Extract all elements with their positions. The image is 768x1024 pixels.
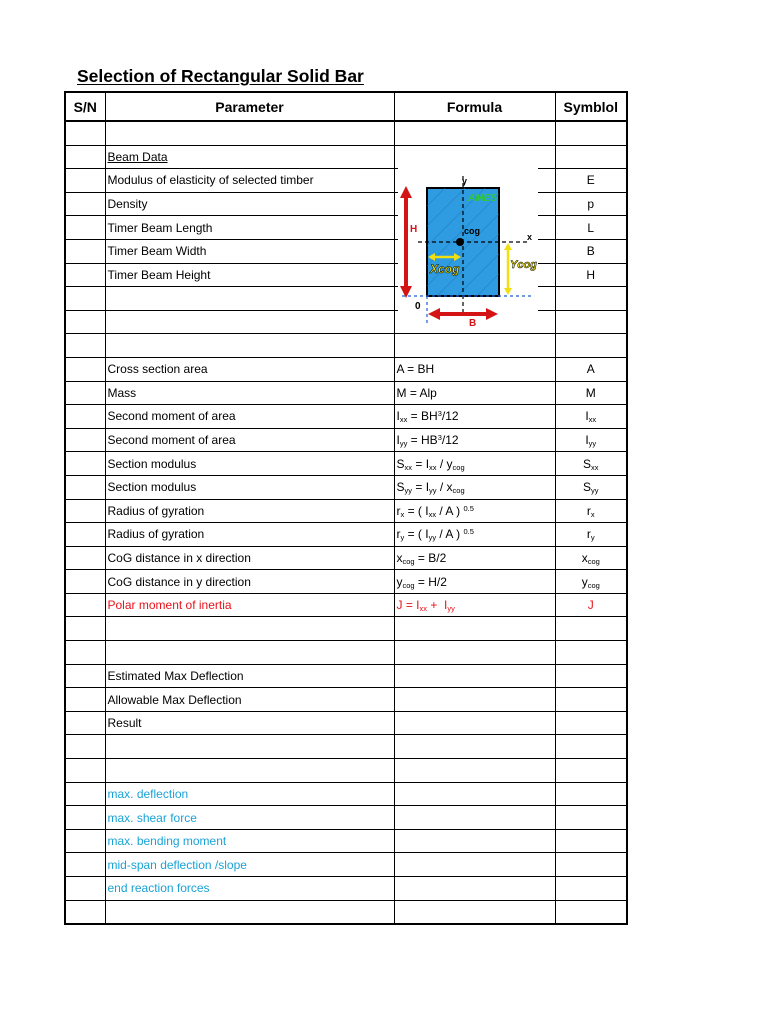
label-origin: 0 — [415, 301, 421, 312]
table-row — [65, 877, 627, 901]
page-title: Selection of Rectangular Solid Bar — [77, 66, 364, 86]
cell-sn — [65, 546, 105, 570]
cell-formula: $J = I_{xx} + I_{yy}$ — [394, 593, 555, 617]
table-row — [65, 782, 627, 806]
cell-formula — [394, 735, 555, 759]
cell-parameter: max. shear force — [105, 806, 394, 830]
table-row — [65, 853, 627, 877]
cell-symbol: $x_{cog}$ — [555, 546, 627, 570]
table-row — [65, 192, 627, 216]
header-formula: Formula — [394, 92, 555, 121]
cell-sn — [65, 759, 105, 783]
label-b: B — [469, 318, 477, 329]
table-row — [65, 357, 627, 381]
cell-sn — [65, 310, 105, 334]
table-row — [65, 641, 627, 665]
table-row — [65, 405, 627, 429]
cell-sn — [65, 145, 105, 169]
cell-symbol — [555, 782, 627, 806]
table-row — [65, 735, 627, 759]
cell-sn — [65, 121, 105, 145]
cell-formula — [394, 877, 555, 901]
cell-sn — [65, 664, 105, 688]
cell-sn — [65, 499, 105, 523]
cell-sn — [65, 877, 105, 901]
cell-parameter: CoG distance in x direction — [105, 546, 394, 570]
cell-sn — [65, 853, 105, 877]
cell-symbol — [555, 664, 627, 688]
cell-formula — [394, 782, 555, 806]
cell-parameter: Cross section area — [105, 357, 394, 381]
cell-formula: $r_x$ = ( $I_{xx}$ / A ) $^{0.5}$ — [394, 499, 555, 523]
table-row — [65, 263, 627, 287]
cell-sn — [65, 357, 105, 381]
cell-parameter: Timer Beam Length — [105, 216, 394, 240]
cell-sn — [65, 263, 105, 287]
cell-formula — [394, 759, 555, 783]
cell-formula — [394, 900, 555, 924]
cell-parameter: Mass — [105, 381, 394, 405]
cell-symbol — [555, 853, 627, 877]
cell-formula — [394, 334, 555, 358]
cell-parameter: Section modulus — [105, 475, 394, 499]
cell-symbol — [555, 310, 627, 334]
cell-symbol: p — [555, 192, 627, 216]
cell-sn — [65, 711, 105, 735]
cell-parameter: Second moment of area — [105, 405, 394, 429]
cell-formula: $I_{yy} = HB^3/12$ — [394, 428, 555, 452]
table-row — [65, 169, 627, 193]
cell-parameter: Allowable Max Deflection — [105, 688, 394, 712]
table-row — [65, 570, 627, 594]
cell-formula — [394, 806, 555, 830]
cell-symbol: H — [555, 263, 627, 287]
table-row — [65, 664, 627, 688]
cell-formula — [394, 688, 555, 712]
table-row — [65, 759, 627, 783]
table-row — [65, 900, 627, 924]
cell-parameter: Second moment of area — [105, 428, 394, 452]
cell-symbol: $r_x$ — [555, 499, 627, 523]
cell-sn — [65, 593, 105, 617]
cell-symbol: E — [555, 169, 627, 193]
cross-section-diagram — [398, 166, 538, 330]
cell-parameter: mid-span deflection /slope — [105, 853, 394, 877]
cell-symbol: M — [555, 381, 627, 405]
label-x: x — [527, 232, 533, 242]
cell-symbol: $y_{cog}$ — [555, 570, 627, 594]
cell-formula — [394, 664, 555, 688]
cell-symbol: L — [555, 216, 627, 240]
header-row — [65, 92, 627, 121]
cell-formula — [394, 711, 555, 735]
table-row — [65, 806, 627, 830]
cell-sn — [65, 735, 105, 759]
table-row — [65, 287, 627, 311]
cell-parameter: Radius of gyration — [105, 499, 394, 523]
cell-parameter: Section modulus — [105, 452, 394, 476]
cell-sn — [65, 169, 105, 193]
cell-sn — [65, 570, 105, 594]
cell-sn — [65, 239, 105, 263]
cell-sn — [65, 192, 105, 216]
cell-symbol: $S_{xx}$ — [555, 452, 627, 476]
cell-parameter — [105, 287, 394, 311]
cell-sn — [65, 381, 105, 405]
table-row — [65, 475, 627, 499]
cell-symbol: $I_{xx}$ — [555, 405, 627, 429]
cell-parameter: Modulus of elasticity of selected timber — [105, 169, 394, 193]
cell-formula: A = BH — [394, 357, 555, 381]
table-row — [65, 711, 627, 735]
cell-parameter — [105, 759, 394, 783]
cell-sn — [65, 452, 105, 476]
cell-symbol — [555, 806, 627, 830]
cell-parameter: Estimated Max Deflection — [105, 664, 394, 688]
cell-parameter — [105, 310, 394, 334]
cell-parameter: Beam Data — [105, 145, 394, 169]
cell-symbol — [555, 900, 627, 924]
cell-parameter: Polar moment of inertia — [105, 593, 394, 617]
cell-parameter: CoG distance in y direction — [105, 570, 394, 594]
cell-symbol: B — [555, 239, 627, 263]
cell-symbol: J — [555, 593, 627, 617]
cell-symbol: $S_{yy}$ — [555, 475, 627, 499]
cog-marker — [456, 238, 464, 246]
table-row — [65, 428, 627, 452]
cell-parameter: max. bending moment — [105, 829, 394, 853]
cell-formula: $r_y$ = ( $I_{yy}$ / A ) $^{0.5}$ — [394, 523, 555, 547]
cell-parameter — [105, 735, 394, 759]
cell-symbol — [555, 121, 627, 145]
cell-symbol — [555, 735, 627, 759]
table-row — [65, 546, 627, 570]
cell-formula: $S_{yy} = I_{yy} / x_{cog}$ — [394, 475, 555, 499]
cell-sn — [65, 475, 105, 499]
cell-symbol: $I_{yy}$ — [555, 428, 627, 452]
cell-parameter — [105, 900, 394, 924]
table-row — [65, 523, 627, 547]
cell-formula — [394, 617, 555, 641]
cell-parameter: Result — [105, 711, 394, 735]
cell-formula: $I_{xx} = BH^3/12$ — [394, 405, 555, 429]
cell-parameter — [105, 334, 394, 358]
cell-formula: $S_{xx} = I_{xx} / y_{cog}$ — [394, 452, 555, 476]
table-row — [65, 688, 627, 712]
cell-sn — [65, 617, 105, 641]
cell-parameter: Radius of gyration — [105, 523, 394, 547]
cell-parameter: Timer Beam Width — [105, 239, 394, 263]
cell-sn — [65, 782, 105, 806]
cell-sn — [65, 216, 105, 240]
table-row — [65, 334, 627, 358]
cell-symbol — [555, 145, 627, 169]
cell-parameter: Timer Beam Height — [105, 263, 394, 287]
cell-sn — [65, 829, 105, 853]
header-parameter: Parameter — [105, 92, 394, 121]
cell-formula — [394, 829, 555, 853]
cell-sn — [65, 641, 105, 665]
table-row — [65, 145, 627, 169]
cell-formula: $x_{cog} = B/2$ — [394, 546, 555, 570]
table-row — [65, 593, 627, 617]
parameter-table — [64, 91, 628, 925]
cell-parameter — [105, 641, 394, 665]
cell-formula — [394, 641, 555, 665]
cell-formula — [394, 853, 555, 877]
cell-parameter: max. deflection — [105, 782, 394, 806]
label-ycog: Ycog — [510, 259, 537, 271]
cell-symbol — [555, 287, 627, 311]
cell-formula — [394, 121, 555, 145]
cell-parameter: end reaction forces — [105, 877, 394, 901]
cell-sn — [65, 405, 105, 429]
table-row — [65, 829, 627, 853]
table-row — [65, 617, 627, 641]
cell-formula: M = Alp — [394, 381, 555, 405]
cell-symbol — [555, 641, 627, 665]
cell-sn — [65, 900, 105, 924]
cell-symbol: $r_y$ — [555, 523, 627, 547]
header-symbol: Symblol — [555, 92, 627, 121]
cell-symbol — [555, 688, 627, 712]
table-row — [65, 216, 627, 240]
table-row — [65, 452, 627, 476]
cell-sn — [65, 688, 105, 712]
cell-sn — [65, 287, 105, 311]
cell-sn — [65, 523, 105, 547]
cell-sn — [65, 806, 105, 830]
cog-label: cog — [464, 226, 481, 236]
cell-symbol — [555, 759, 627, 783]
cell-symbol — [555, 334, 627, 358]
cell-symbol — [555, 617, 627, 641]
header-sn: S/N — [65, 92, 105, 121]
table-row — [65, 499, 627, 523]
cell-symbol — [555, 711, 627, 735]
table-row — [65, 239, 627, 263]
label-xcog: Xcog — [430, 262, 460, 276]
cell-sn — [65, 334, 105, 358]
cell-symbol — [555, 829, 627, 853]
table-row — [65, 310, 627, 334]
cell-parameter — [105, 121, 394, 145]
cell-symbol: A — [555, 357, 627, 381]
cell-sn — [65, 428, 105, 452]
cell-parameter: Density — [105, 192, 394, 216]
cell-parameter — [105, 617, 394, 641]
label-h: H — [410, 224, 418, 235]
table-row — [65, 121, 627, 145]
brand-label: AMES — [468, 193, 497, 204]
label-y: y — [462, 176, 468, 186]
cell-formula: $y_{cog} = H/2$ — [394, 570, 555, 594]
table-row — [65, 381, 627, 405]
cell-symbol — [555, 877, 627, 901]
